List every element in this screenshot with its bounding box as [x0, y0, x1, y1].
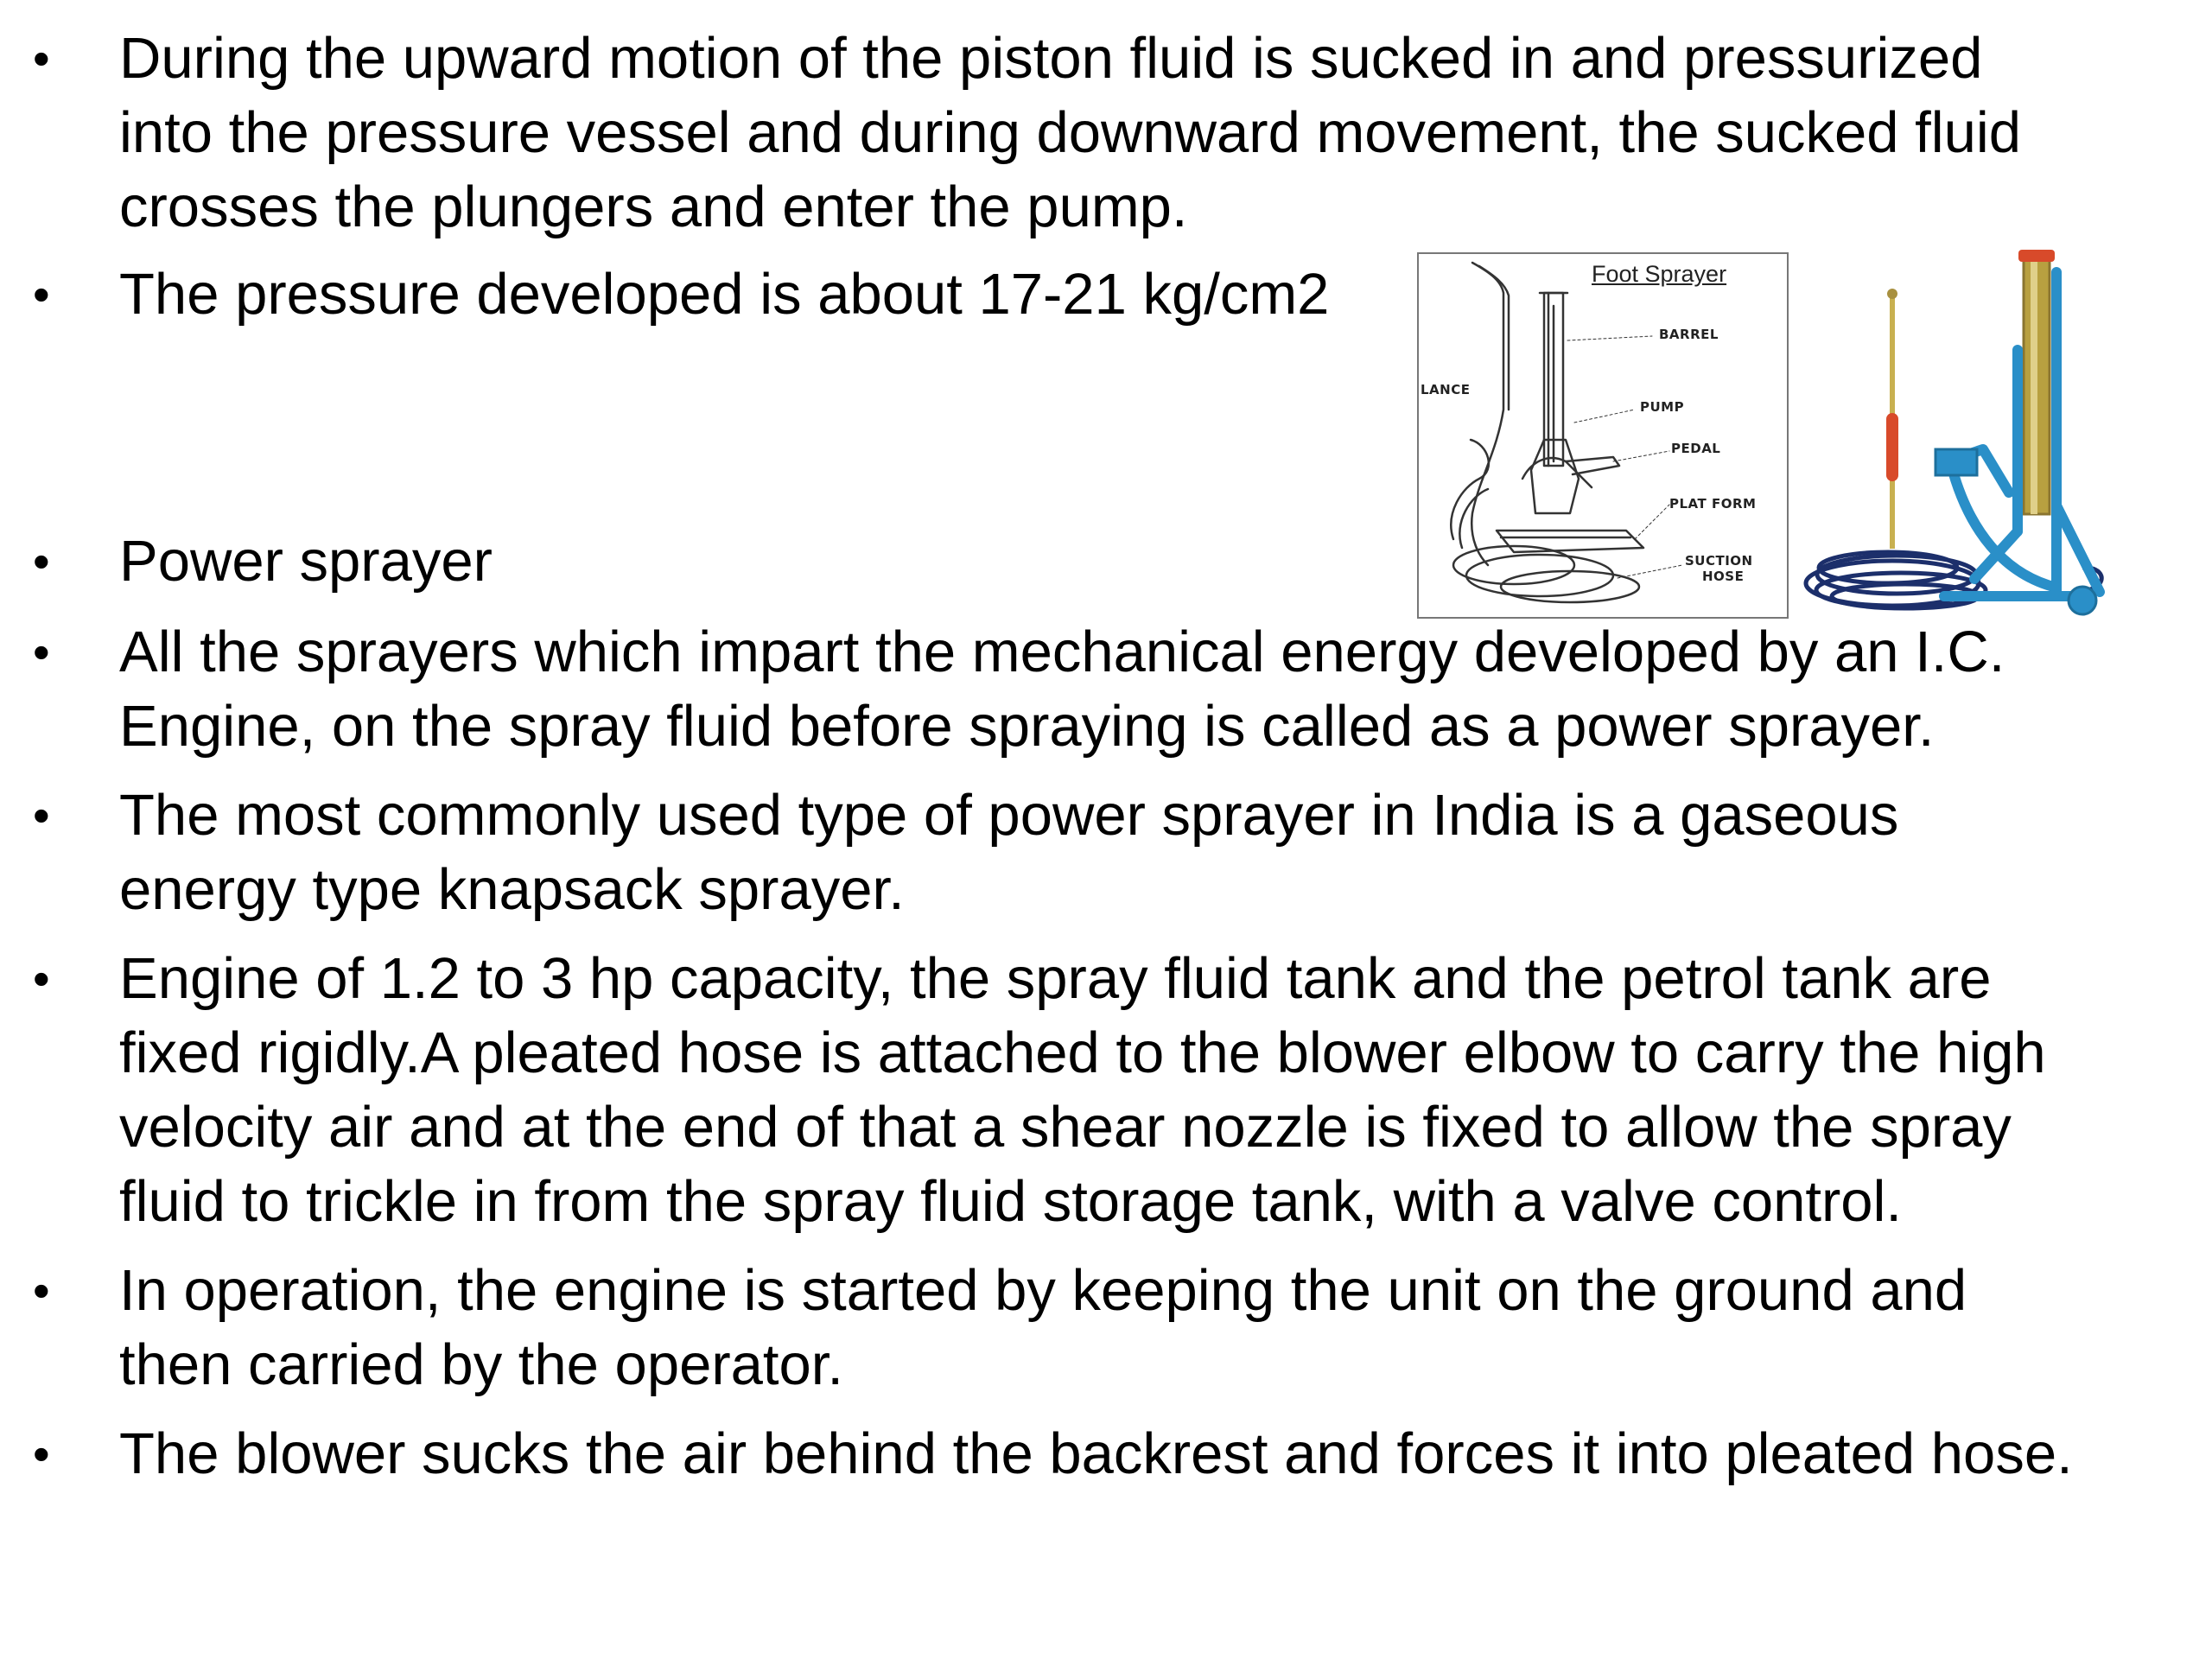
- label-barrel: BARREL: [1659, 327, 1719, 342]
- bullet-blower: [0, 1417, 2212, 1491]
- bullet-text: [119, 22, 2021, 245]
- label-suction: SUCTION: [1685, 553, 1753, 569]
- label-lance: LANCE: [1421, 382, 1471, 397]
- bullet-text: [119, 1417, 2073, 1491]
- foot-sprayer-illustration: [1797, 246, 2143, 618]
- bullet-common-type: [0, 779, 2212, 927]
- bullet-marker: •: [33, 1427, 50, 1481]
- bullet-text: [119, 615, 2005, 764]
- bullet-power-sprayer-definition: [0, 615, 2212, 764]
- label-pedal: PEDAL: [1671, 441, 1721, 456]
- bullet-marker: •: [33, 267, 50, 321]
- bullet-text: [119, 1254, 1967, 1402]
- text-line: During the upward motion of the piston fluid is sucked in and pressurized: [119, 26, 1983, 91]
- bullet-marker: •: [33, 951, 50, 1006]
- bullet-text: [119, 524, 493, 599]
- label-platform: PLAT FORM: [1669, 496, 1757, 512]
- bullet-text: [119, 257, 1329, 332]
- bullet-text: [119, 779, 1898, 927]
- text-line: velocity air and at the end of that a shear nozzle is fixed to allow the spray: [119, 1095, 2012, 1160]
- text-line: The blower sucks the air behind the backrest and forces it into pleated hose.: [119, 1421, 2073, 1486]
- label-pump: PUMP: [1640, 399, 1685, 415]
- text-line: energy type knapsack sprayer.: [119, 857, 905, 922]
- text-line: All the sprayers which impart the mechanical energy developed by an I.C.: [119, 620, 2005, 684]
- bullet-marker: •: [33, 788, 50, 842]
- bullet-piston-motion: [0, 22, 2212, 246]
- foot-sprayer-diagram: [1417, 252, 1789, 619]
- text-line: then carried by the operator.: [119, 1332, 844, 1397]
- text-line: In operation, the engine is started by keeping the unit on the ground and: [119, 1258, 1967, 1323]
- bullet-operation: [0, 1254, 2212, 1402]
- text-line: The most commonly used type of power sprayer in India is a gaseous: [119, 783, 1899, 848]
- text-line: The pressure developed is about 17-21 kg/cm2: [119, 262, 1330, 327]
- bullet-marker: •: [33, 1263, 50, 1318]
- bullet-text: [119, 942, 2046, 1239]
- text-line: Power sprayer: [119, 529, 493, 594]
- text-line: into the pressure vessel and during downward movement, the sucked fluid: [119, 100, 2022, 165]
- text-line: fluid to trickle in from the spray fluid storage tank, with a valve control.: [119, 1169, 1903, 1234]
- diagram-title: Foot Sprayer: [1592, 261, 1727, 287]
- text-line: crosses the plungers and enter the pump.: [119, 175, 1188, 239]
- label-hose: HOSE: [1702, 569, 1745, 584]
- bullet-marker: •: [33, 31, 50, 86]
- foot-sprayer-photo: [1797, 246, 2143, 618]
- text-line: fixed rigidly.A pleated hose is attached to the blower elbow to carry the high: [119, 1020, 2046, 1085]
- bullet-marker: •: [33, 534, 50, 588]
- bullet-engine-description: [0, 942, 2212, 1239]
- text-line: Engine of 1.2 to 3 hp capacity, the spray fluid tank and the petrol tank are: [119, 946, 1992, 1011]
- text-line: Engine, on the spray fluid before spraying is called as a power sprayer.: [119, 694, 1935, 759]
- bullet-marker: •: [33, 625, 50, 679]
